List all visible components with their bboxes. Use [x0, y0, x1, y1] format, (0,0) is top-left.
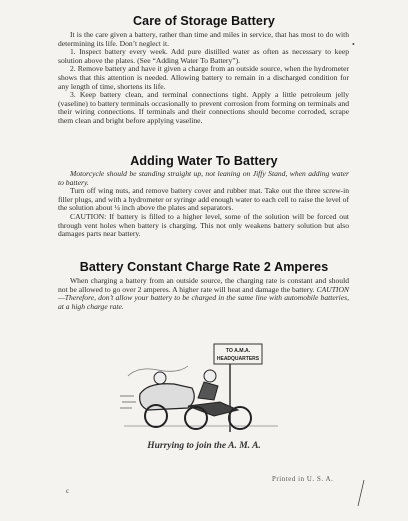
- adding-water-caution: CAUTION: If battery is filled to a higher level, some of the solution will be forced out through vent holes when battery is charging. This not only weakens battery solution but also damages parts near battery.: [58, 211, 349, 239]
- speed-lines: [120, 396, 136, 408]
- corner-mark: c: [66, 487, 70, 495]
- printed-in-usa: Printed in U. S. A.: [272, 476, 334, 483]
- sign-line-1: TO A.M.A.: [225, 348, 251, 354]
- charge-rate-caution: CAUTION—Therefore, don’t allow your battery to be charged in the same line with automobile batteries, at a high charge rate.: [58, 284, 349, 311]
- charge-rate-section: [58, 277, 349, 311]
- storage-step-3: 3. Keep battery clean, and terminal connections tight. Apply a little petroleum jelly (vaseline) to battery terminals occasionally to prevent corrosion from forming on terminals and their wiring connections. If terminals and their connections should become corroded, scrape them clean and bright before applying vaseline.: [58, 90, 349, 125]
- sidecar-rider-head: [154, 372, 166, 384]
- storage-step-2: 2. Remove battery and have it given a charge from an outside source, when the hydrometer shows that this attention is needed. Allowing battery to remain in a discharged condition for any length of time, shortens its life.: [58, 64, 349, 91]
- sidecar-body: [140, 384, 195, 410]
- charge-rate-paragraph: [58, 277, 349, 311]
- rider-head: [204, 370, 216, 382]
- sign-line-2: HEADQUARTERS: [216, 356, 260, 362]
- motorcycle-illustration: [118, 336, 288, 438]
- charge-rate-text: When charging a battery from an outside source, the charging rate is constant and should not be allowed to go over 2 amperes. A higher rate will heat and damage the battery.: [58, 276, 349, 294]
- adding-water-instructions: Turn off wing nuts, and remove battery cover and rubber mat. Take out the three screw-in filler plugs, and with a hydrometer or syringe add enough water to each cell to raise the level of the solution about ¼ inch above the plates and separators.: [58, 186, 349, 213]
- illustration-caption: Hurrying to join the A. M. A.: [147, 441, 261, 451]
- storage-step-1: 1. Inspect battery every week. Add pure distilled water as often as necessary to keep solution above the plates. (See “Adding Water To Battery”).: [58, 47, 349, 65]
- rider-body: [198, 382, 218, 400]
- bullet-mark: •: [352, 40, 355, 49]
- adding-water-section: [58, 170, 349, 239]
- adding-water-note: Motorcycle should be standing straight up, not leaning on Jiffy Stand, when adding water to battery.: [58, 169, 349, 187]
- storage-battery-heading: Care of Storage Battery: [133, 14, 275, 28]
- charge-rate-heading: Battery Constant Charge Rate 2 Amperes: [79, 260, 329, 274]
- storage-intro-paragraph: It is the care given a battery, rather than time and miles in service, that has most to do with determining its life. Don’t neglect it.: [58, 30, 349, 48]
- pencil-stroke: [356, 478, 366, 508]
- storage-battery-section: [58, 31, 349, 126]
- adding-water-heading: Adding Water To Battery: [130, 154, 278, 168]
